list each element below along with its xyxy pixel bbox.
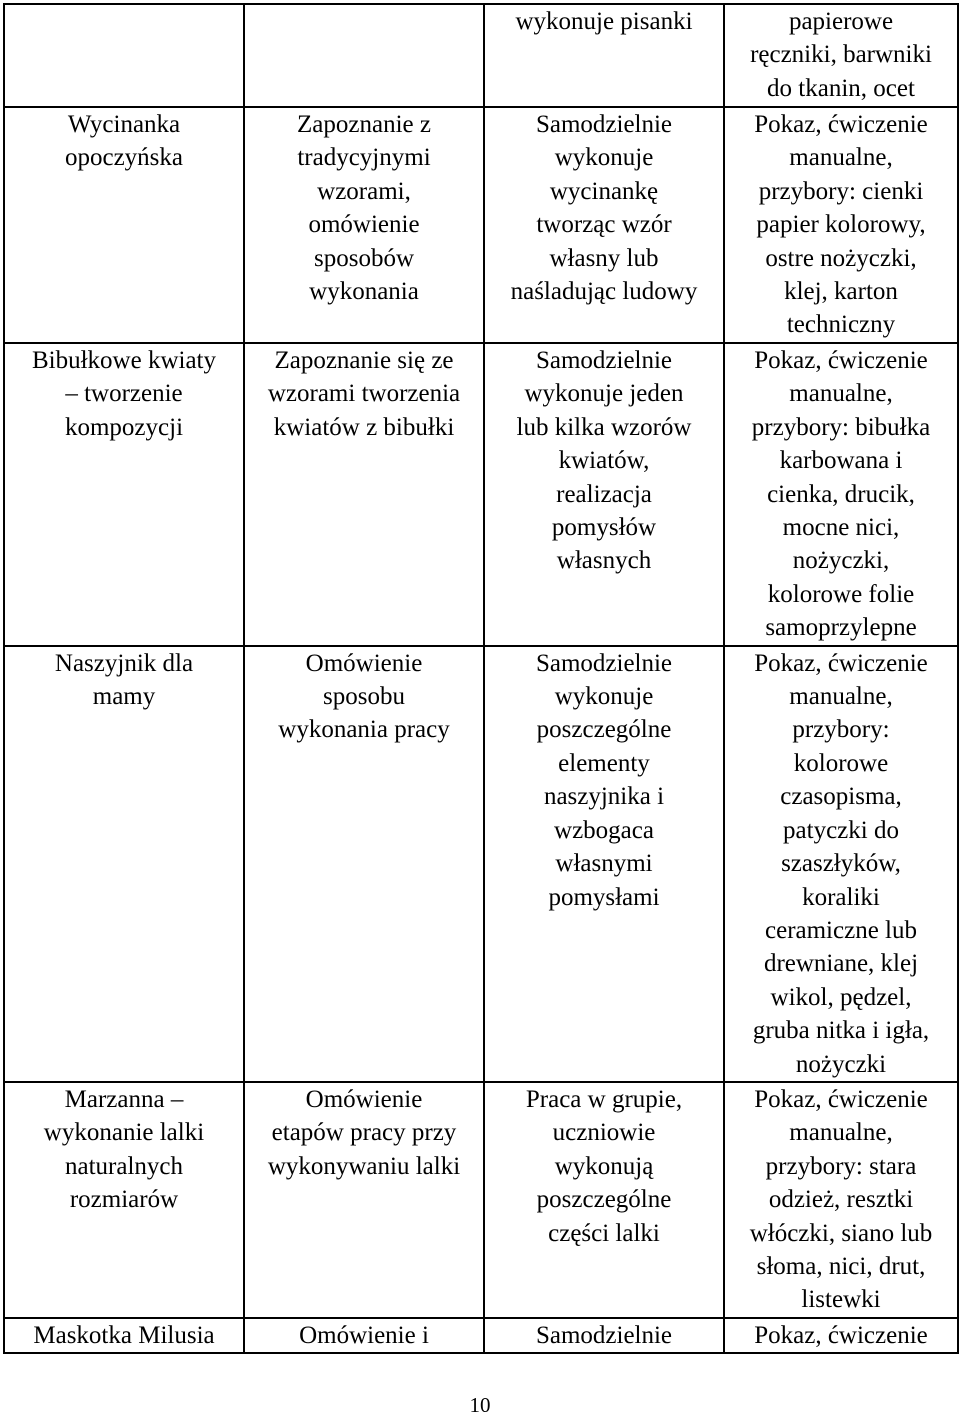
topic-text: Wycinanka opoczyńska xyxy=(64,111,184,172)
topic-cell xyxy=(4,343,244,646)
method-cell xyxy=(244,107,484,343)
activity-text: Samodzielnie wykonuje jeden lub kilka wzorów kwiatów, realizacja pomysłów własnych xyxy=(516,347,692,575)
table-row xyxy=(4,646,958,1082)
method-text: Zapoznanie się ze wzorami tworzenia kwiatów z bibułki xyxy=(267,347,461,441)
activity-text: Samodzielnie xyxy=(535,1321,673,1349)
means-cell xyxy=(724,1318,958,1353)
method-cell xyxy=(244,1082,484,1318)
method-text: Omówienie etapów pracy przy wykonywaniu lalki xyxy=(267,1085,461,1180)
lesson-plan-table xyxy=(3,3,959,1354)
table-row xyxy=(4,107,958,343)
topic-cell xyxy=(4,1318,244,1353)
topic-text: Naszyjnik dla mamy xyxy=(54,649,194,711)
method-cell xyxy=(244,646,484,1082)
method-cell xyxy=(244,343,484,646)
activity-text: wykonuje pisanki xyxy=(515,8,693,35)
topic-text: Bibułkowe kwiaty – tworzenie kompozycji xyxy=(31,347,216,441)
means-text: Pokaz, ćwiczenie manualne, przybory: cienki papier kolorowy, ostre nożyczki, klej, karton techniczny xyxy=(754,111,928,339)
activity-cell xyxy=(484,343,724,646)
method-cell xyxy=(244,1318,484,1353)
means-cell xyxy=(724,107,958,343)
means-cell xyxy=(724,4,958,107)
topic-text: Marzanna – wykonanie lalki naturalnych rozmiarów xyxy=(43,1085,205,1214)
activity-text: Samodzielnie wykonuje wycinankę tworząc wzór własny lub naśladując ludowy xyxy=(510,111,698,306)
method-text: Omówienie i xyxy=(299,1321,429,1349)
activity-cell xyxy=(484,646,724,1082)
topic-text: Maskotka Milusia xyxy=(33,1321,215,1349)
means-text: Pokaz, ćwiczenie xyxy=(754,1321,928,1349)
activity-cell xyxy=(484,4,724,107)
topic-cell xyxy=(4,4,244,107)
activity-cell xyxy=(484,1318,724,1353)
topic-cell xyxy=(4,1082,244,1318)
table-row xyxy=(4,1318,958,1353)
means-text: Pokaz, ćwiczenie manualne, przybory: bibułka karbowana i cienka, drucik, mocne nici, nożyczki, kolorowe folie samoprzylepne xyxy=(751,347,931,642)
activity-text: Samodzielnie wykonuje poszczególne elementy naszyjnika i wzbogaca własnymi pomysłami xyxy=(535,649,673,911)
method-text: Omówienie sposobu wykonania pracy xyxy=(278,649,450,744)
activity-cell xyxy=(484,107,724,343)
topic-cell xyxy=(4,107,244,343)
method-cell xyxy=(244,4,484,107)
method-text: Zapoznanie z tradycyjnymi wzorami, omówienie sposobów wykonania xyxy=(297,111,431,306)
activity-cell xyxy=(484,1082,724,1318)
means-cell xyxy=(724,343,958,646)
means-text: Pokaz, ćwiczenie manualne, przybory: kolorowe czasopisma, patyczki do szaszłyków, koraliki ceramiczne lub drewniane, klej wikol, pędzel, gruba nitka i igła, nożyczki xyxy=(752,649,930,1078)
activity-text: Praca w grupie, uczniowie wykonują poszczególne części lalki xyxy=(525,1085,683,1247)
means-text: papierowe ręczniki, barwniki do tkanin, ocet xyxy=(750,8,932,102)
means-cell xyxy=(724,646,958,1082)
table-row xyxy=(4,1082,958,1318)
table-row xyxy=(4,4,958,107)
topic-cell xyxy=(4,646,244,1082)
table-row xyxy=(4,343,958,646)
means-text: Pokaz, ćwiczenie manualne, przybory: stara odzież, resztki włóczki, siano lub słoma, nici, drut, listewki xyxy=(749,1085,933,1314)
means-cell xyxy=(724,1082,958,1318)
page-number: 10 xyxy=(469,1393,491,1417)
